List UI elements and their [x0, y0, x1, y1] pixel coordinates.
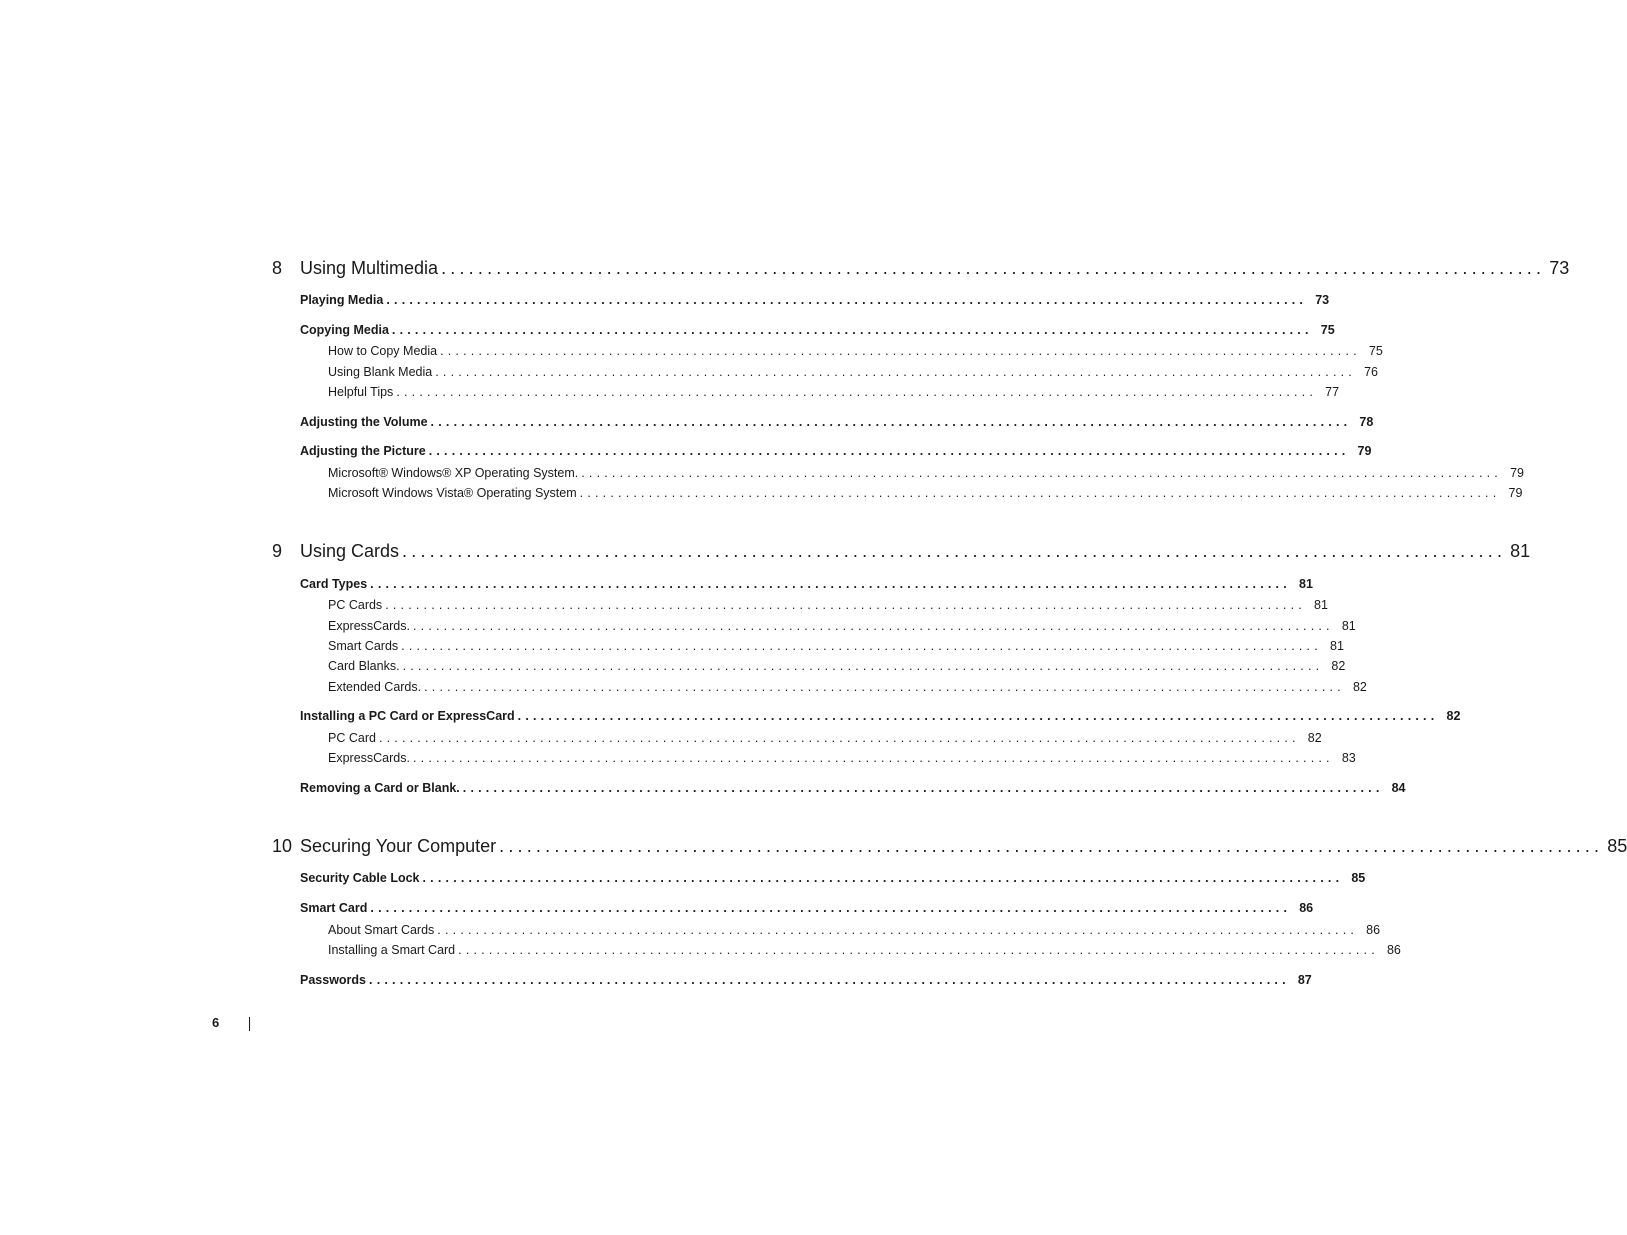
dot-leader: ........................................................................................................................: [402, 659, 1324, 673]
subsection-page: 77: [1325, 385, 1340, 399]
footer-page-number: 6: [212, 1015, 220, 1030]
dot-leader: ........................................................................................................................: [412, 751, 1334, 765]
chapter-title: Using Multimedia: [300, 258, 439, 278]
section-page: 79: [1357, 444, 1372, 458]
subsection-page: 81: [1341, 619, 1356, 633]
section-page: 75: [1320, 323, 1335, 337]
dot-leader: ........................................................................................................................: [378, 731, 1300, 745]
toc-section[interactable]: [300, 901, 1314, 921]
dot-leader: ........................................................................................................................: [412, 619, 1334, 633]
dot-leader: ........................................................................................................................: [370, 901, 1292, 915]
toc-subsection[interactable]: [328, 344, 1383, 364]
dot-leader: ........................................................................................................................: [370, 577, 1291, 591]
chapter-title: Securing Your Computer: [300, 836, 497, 856]
dot-leader: ........................................................................................................................: [422, 871, 1344, 885]
section-title: Removing a Card or Blank.: [300, 781, 460, 795]
dot-leader: ........................................................................................................................: [435, 365, 1356, 379]
subsection-page: 79: [1510, 466, 1524, 480]
dot-leader: ........................................................................................................................: [401, 639, 1322, 653]
section-title: Adjusting the Volume: [300, 415, 428, 429]
subsection-page: 81: [1314, 598, 1328, 612]
chapter-number: 8: [272, 258, 283, 278]
toc-section[interactable]: [300, 415, 1374, 435]
subsection-title: PC Cards: [328, 598, 383, 612]
subsection-page: 83: [1341, 751, 1356, 765]
section-page: 86: [1299, 901, 1314, 915]
dot-leader: ........................................................................................................................: [517, 709, 1439, 723]
subsection-title: Card Blanks.: [328, 659, 400, 673]
dot-leader: ........................................................................................................................: [391, 323, 1313, 337]
subsection-title: ExpressCards.: [328, 751, 410, 765]
subsection-title: About Smart Cards: [328, 923, 435, 937]
subsection-page: 79: [1508, 486, 1523, 500]
toc-section[interactable]: [300, 781, 1406, 801]
section-title: Security Cable Lock: [300, 871, 420, 885]
dot-leader: ........................................................................................................................: [458, 943, 1379, 957]
section-page: 78: [1359, 415, 1374, 429]
chapter-number: 10: [272, 836, 293, 856]
subsection-title: Using Blank Media: [328, 365, 433, 379]
dot-leader: ........................................................................................................................: [441, 258, 1546, 278]
footer-divider: [249, 1017, 250, 1031]
toc-section[interactable]: [300, 871, 1366, 891]
toc-chapter[interactable]: [272, 541, 1531, 567]
subsection-title: How to Copy Media: [328, 344, 438, 358]
toc-subsection[interactable]: [328, 486, 1523, 506]
chapter-page: 85: [1607, 836, 1627, 856]
subsection-title: Installing a Smart Card: [328, 943, 456, 957]
subsection-page: 86: [1386, 943, 1401, 957]
subsection-title: Microsoft® Windows® XP Operating System.: [328, 466, 579, 480]
toc-subsection[interactable]: [328, 619, 1356, 639]
dot-leader: ........................................................................................................................: [499, 836, 1604, 856]
dot-leader: ........................................................................................................................: [430, 415, 1352, 429]
toc-subsection[interactable]: [328, 943, 1401, 963]
section-title: Card Types: [300, 577, 368, 591]
dot-leader: ........................................................................................................................: [424, 680, 1345, 694]
chapter-title: Using Cards: [300, 541, 400, 561]
section-page: 85: [1351, 871, 1366, 885]
subsection-title: Extended Cards.: [328, 680, 422, 694]
subsection-page: 82: [1331, 659, 1346, 673]
toc-subsection[interactable]: [328, 598, 1328, 618]
subsection-page: 82: [1352, 680, 1367, 694]
toc-section[interactable]: [300, 709, 1461, 729]
toc-subsection[interactable]: [328, 365, 1378, 385]
toc-section[interactable]: [300, 444, 1372, 464]
toc-section[interactable]: [300, 577, 1313, 597]
toc-section[interactable]: [300, 323, 1335, 343]
toc-section[interactable]: [300, 293, 1330, 313]
toc-section[interactable]: [300, 973, 1312, 993]
subsection-page: 82: [1307, 731, 1322, 745]
subsection-title: Helpful Tips: [328, 385, 394, 399]
dot-leader: ........................................................................................................................: [396, 385, 1318, 399]
toc-subsection[interactable]: [328, 680, 1367, 700]
section-page: 84: [1391, 781, 1406, 795]
section-page: 87: [1297, 973, 1312, 987]
dot-leader: ........................................................................................................................: [440, 344, 1361, 358]
section-page: 73: [1315, 293, 1330, 307]
dot-leader: ........................................................................................................................: [402, 541, 1507, 561]
subsection-title: PC Card: [328, 731, 376, 745]
dot-leader: ........................................................................................................................: [386, 293, 1308, 307]
section-page: 82: [1446, 709, 1461, 723]
dot-leader: ........................................................................................................................: [462, 781, 1384, 795]
chapter-number: 9: [272, 541, 283, 561]
chapter-page: 73: [1549, 258, 1570, 278]
section-title: Installing a PC Card or ExpressCard: [300, 709, 515, 723]
subsection-title: Microsoft Windows Vista® Operating System: [328, 486, 577, 500]
subsection-page: 75: [1368, 344, 1383, 358]
section-page: 81: [1299, 577, 1313, 591]
toc-subsection[interactable]: [328, 731, 1322, 751]
dot-leader: ........................................................................................................................: [369, 973, 1290, 987]
dot-leader: ........................................................................................................................: [581, 466, 1502, 480]
dot-leader: ........................................................................................................................: [385, 598, 1306, 612]
dot-leader: ........................................................................................................................: [437, 923, 1359, 937]
chapter-page: 81: [1510, 541, 1531, 561]
section-title: Playing Media: [300, 293, 384, 307]
dot-leader: ........................................................................................................................: [579, 486, 1501, 500]
dot-leader: ........................................................................................................................: [428, 444, 1350, 458]
toc-subsection[interactable]: [328, 751, 1356, 771]
toc-subsection[interactable]: [328, 639, 1344, 659]
subsection-page: 86: [1366, 923, 1381, 937]
toc-subsection[interactable]: [328, 466, 1524, 486]
section-title: Passwords: [300, 973, 367, 987]
toc-chapter[interactable]: [272, 836, 1627, 862]
toc-subsection[interactable]: [328, 923, 1381, 943]
section-title: Copying Media: [300, 323, 389, 337]
toc-subsection[interactable]: [328, 659, 1346, 679]
toc-chapter[interactable]: [272, 258, 1570, 284]
subsection-page: 76: [1364, 365, 1378, 379]
section-title: Adjusting the Picture: [300, 444, 426, 458]
subsection-title: Smart Cards: [328, 639, 399, 653]
toc-subsection[interactable]: [328, 385, 1340, 405]
subsection-title: ExpressCards.: [328, 619, 410, 633]
subsection-page: 81: [1330, 639, 1344, 653]
section-title: Smart Card: [300, 901, 368, 915]
